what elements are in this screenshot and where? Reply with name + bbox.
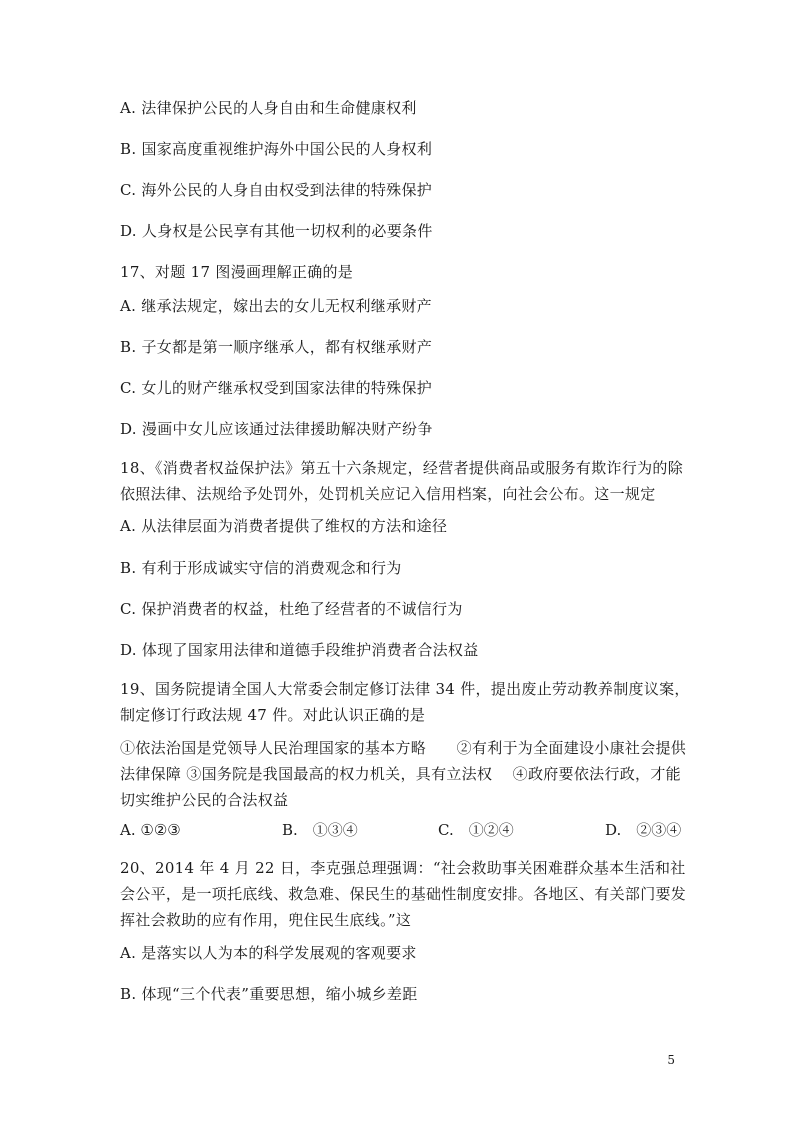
q20-option-b: B. 体现“三个代表”重要思想，缩小城乡差距	[120, 985, 418, 1003]
q19-choice-d: D. ②③④	[605, 821, 682, 839]
q17-option-d: D. 漫画中女儿应该通过法律援助解决财产纷争	[120, 420, 433, 438]
q19-choice-b: B. ①③④	[282, 821, 358, 839]
q17-stem: 17、对题 17 图漫画理解正确的是	[120, 263, 354, 281]
q16-option-a: A. 法律保护公民的人身自由和生命健康权利	[120, 99, 417, 117]
q19-choice-c: C. ①②④	[438, 821, 514, 839]
q16-option-d: D. 人身权是公民享有其他一切权利的必要条件	[120, 222, 433, 240]
q16-option-b: B. 国家高度重视维护海外中国公民的人身权利	[120, 140, 433, 158]
q19-statements: ①依法治国是党领导人民治理国家的基本方略 ②有利于为全面建设小康社会提供法律保障 ③国务院是我国最高的权力机关，具有立法权 ④政府要依法行政，才能切实维护公民的合法权益	[120, 739, 687, 809]
q18-option-a: A. 从法律层面为消费者提供了维权的方法和途径	[120, 517, 448, 535]
q17-option-b: B. 子女都是第一顺序继承人，都有权继承财产	[120, 338, 433, 356]
q19-choice-a: A. ①②③	[120, 821, 181, 839]
q18-stem: 18、《消费者权益保护法》第五十六条规定，经营者提供商品或服务有欺诈行为的除依照法律、法规给予处罚外，处罚机关应记入信用档案，向社会公布。这一规定	[120, 459, 683, 503]
q20-option-a: A. 是落实以人为本的科学发展观的客观要求	[120, 944, 417, 962]
q17-option-c: C. 女儿的财产继承权受到国家法律的特殊保护	[120, 379, 433, 397]
q18-option-c: C. 保护消费者的权益，杜绝了经营者的不诚信行为	[120, 600, 463, 618]
q18-option-b: B. 有利于形成诚实守信的消费观念和行为	[120, 559, 402, 577]
q20-stem: 20、2014 年 4 月 22 日，李克强总理强调：“社会救助事关困难群众基本生活和社会公平，是一项托底线、救急难、保民生的基础性制度安排。各地区、有关部门要发挥社会救助的应有作用，兜住民生底线。”这	[120, 859, 687, 929]
q16-option-c: C. 海外公民的人身自由权受到法律的特殊保护	[120, 181, 433, 199]
q18-option-d: D. 体现了国家用法律和道德手段维护消费者合法权益	[120, 641, 479, 659]
page-number: 5	[667, 1053, 675, 1067]
q19-stem: 19、国务院提请全国人大常委会制定修订法律 34 件，提出废止劳动教养制度议案，制定修订行政法规 47 件。对此认识正确的是	[120, 680, 690, 724]
q17-option-a: A. 继承法规定，嫁出去的女儿无权利继承财产	[120, 297, 432, 315]
